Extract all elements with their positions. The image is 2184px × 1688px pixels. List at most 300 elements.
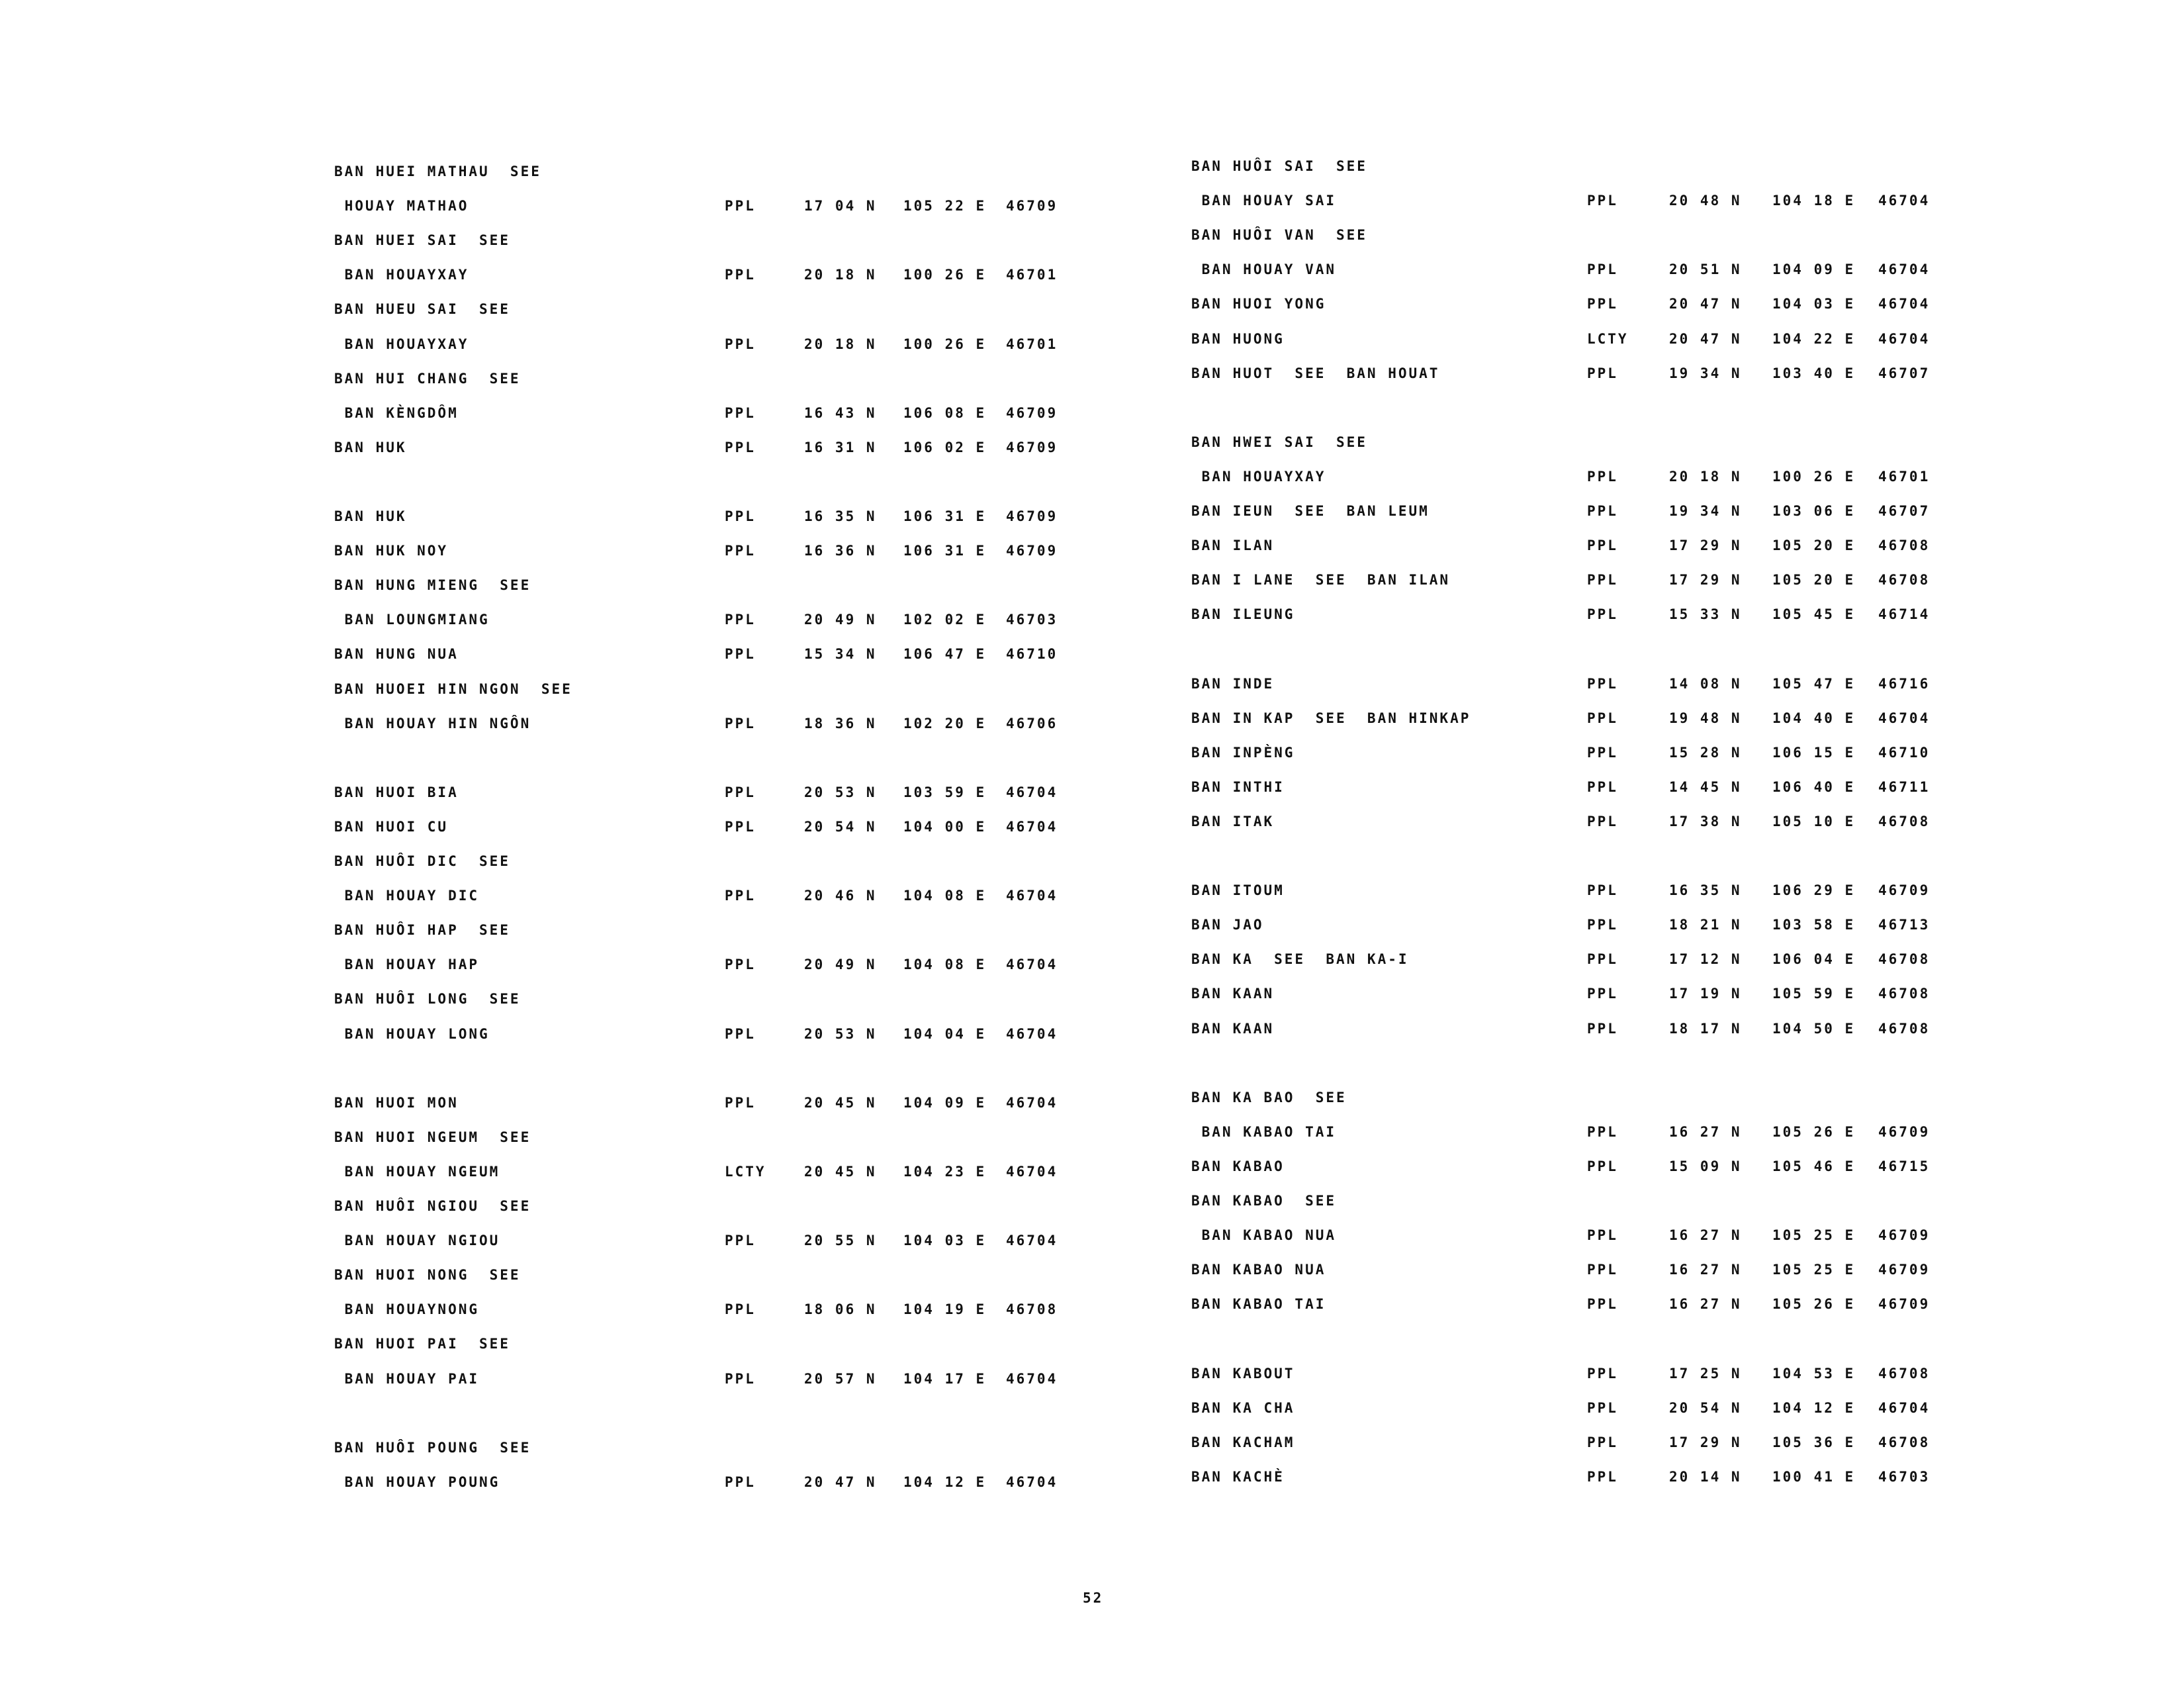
entry-lon: 102 20 E: [903, 715, 987, 731]
entry-row: [0, 365, 2184, 392]
entry-lat: 20 53 N: [804, 1025, 877, 1042]
entry-code: 46709: [1878, 1262, 1931, 1278]
entry-lon: 106 40 E: [1772, 778, 1856, 795]
entry-code: 46709: [1878, 882, 1931, 899]
entry-lon: 105 26 E: [1772, 1296, 1856, 1313]
entry-kind: LCTY: [725, 1163, 766, 1180]
entry-lon: 105 10 E: [1772, 813, 1856, 829]
entry-row: [0, 745, 2184, 771]
entry-name: BAN HUOI CU: [334, 818, 449, 835]
entry-row: [0, 1434, 2184, 1461]
entry-kind: PPL: [1587, 365, 1618, 381]
entry-kind: PPL: [1587, 951, 1618, 968]
entry-lon: 104 03 E: [903, 1233, 987, 1249]
entry-lat: 17 29 N: [1669, 1434, 1742, 1450]
entry-name: BAN HUEI SAI SEE: [334, 232, 510, 249]
spacer-row: [0, 1331, 2184, 1357]
entry-code: 46704: [1878, 193, 1931, 209]
entry-lat: 15 33 N: [1669, 606, 1742, 623]
entry-name: BAN INPÈNG: [1191, 744, 1295, 761]
entry-name: BAN HUOEI HIN NGON SEE: [334, 680, 572, 697]
entry-lon: 104 00 E: [903, 818, 987, 835]
entry-lon: 105 20 E: [1772, 572, 1856, 588]
entry-name: BAN INDE: [1191, 675, 1275, 692]
entry-name: BAN HOUAYNONG: [334, 1301, 480, 1318]
entry-lon: 105 26 E: [1772, 1123, 1856, 1140]
entry-name: BAN JAO: [1191, 917, 1264, 933]
entry-lon: 103 40 E: [1772, 365, 1856, 381]
entry-code: 46706: [1006, 715, 1058, 731]
entry-code: 46704: [1006, 1163, 1058, 1180]
entry-kind: PPL: [1587, 296, 1618, 312]
entry-lat: 16 31 N: [804, 439, 877, 455]
entry-name: BAN HUÔI HAP SEE: [334, 922, 510, 939]
entry-code: 46704: [1006, 888, 1058, 904]
entry-name: BAN ILAN: [1191, 538, 1275, 554]
entry-lon: 105 59 E: [1772, 986, 1856, 1002]
entry-code: 46709: [1878, 1123, 1931, 1140]
entry-code: 46715: [1878, 1158, 1931, 1174]
entry-lat: 15 09 N: [1669, 1158, 1742, 1174]
entry-lat: 20 54 N: [804, 818, 877, 835]
entry-lat: 17 25 N: [1669, 1365, 1742, 1382]
entry-lat: 16 43 N: [804, 404, 877, 421]
entry-row: [0, 606, 2184, 633]
entry-lat: 18 36 N: [804, 715, 877, 731]
entry-name: BAN HUÔI NGIOU SEE: [334, 1198, 531, 1214]
entry-lon: 104 12 E: [903, 1474, 987, 1490]
entry-name: BAN ITAK: [1191, 813, 1275, 829]
entry-lon: 104 19 E: [903, 1301, 987, 1318]
entry-code: 46713: [1878, 917, 1931, 933]
entry-code: 46704: [1006, 1233, 1058, 1249]
entry-lat: 14 08 N: [1669, 675, 1742, 692]
entry-lat: 19 34 N: [1669, 365, 1742, 381]
entry-lat: 17 04 N: [804, 198, 877, 214]
entry-row: [0, 1400, 2184, 1427]
entry-kind: PPL: [725, 1370, 756, 1387]
entry-lat: 16 27 N: [1669, 1296, 1742, 1313]
entry-row: [0, 193, 2184, 219]
entry-kind: PPL: [1587, 1123, 1618, 1140]
entry-name: BAN HUEI MATHAU SEE: [334, 164, 541, 179]
entry-code: 46703: [1878, 1468, 1931, 1485]
entry-code: 46709: [1878, 1296, 1931, 1313]
entry-kind: PPL: [1587, 606, 1618, 623]
entry-row: [0, 572, 2184, 598]
entry-name: BAN HUNG NUA: [334, 646, 459, 663]
entry-lat: 19 34 N: [1669, 503, 1742, 519]
entry-code: 46704: [1878, 330, 1931, 347]
entry-lat: 16 27 N: [1669, 1123, 1742, 1140]
entry-code: 46701: [1006, 267, 1058, 283]
entry-name: BAN HUOT SEE BAN HOUAT: [1191, 365, 1440, 381]
entry-name: BAN HOUAY VAN: [1191, 261, 1337, 278]
entry-row: [0, 1296, 2184, 1323]
entry-lon: 105 20 E: [1772, 538, 1856, 554]
entry-kind: PPL: [1587, 503, 1618, 519]
entry-kind: PPL: [725, 336, 756, 352]
entry-name: BAN HUOI BIA: [334, 784, 459, 800]
entry-kind: PPL: [725, 888, 756, 904]
entry-lat: 20 47 N: [804, 1474, 877, 1490]
entry-kind: PPL: [725, 404, 756, 421]
entry-lon: 106 15 E: [1772, 744, 1856, 761]
entry-name: BAN KABAO TAI: [1191, 1123, 1337, 1140]
entry-name: BAN HOUAY NGEUM: [334, 1163, 500, 1180]
entry-lon: 104 53 E: [1772, 1365, 1856, 1382]
entry-name: BAN LOUNGMIANG: [334, 612, 490, 628]
entry-kind: PPL: [725, 646, 756, 663]
entry-row: [0, 261, 2184, 288]
entry-code: 46704: [1006, 957, 1058, 973]
entry-row: [0, 814, 2184, 840]
entry-lon: 104 08 E: [903, 888, 987, 904]
entry-kind: PPL: [725, 715, 756, 731]
entry-name: BAN HUK: [334, 508, 407, 524]
entry-lon: 105 46 E: [1772, 1158, 1856, 1174]
entry-lat: 15 34 N: [804, 646, 877, 663]
entry-row: [0, 469, 2184, 495]
entry-lat: 20 18 N: [1669, 468, 1742, 485]
entry-lat: 16 35 N: [1669, 882, 1742, 899]
entry-name: BAN HUÔI SAI SEE: [1191, 158, 1367, 174]
entry-name: BAN KACHÈ: [1191, 1468, 1285, 1485]
entry-row: [0, 538, 2184, 564]
entry-lat: 20 55 N: [804, 1233, 877, 1249]
entry-code: 46707: [1878, 503, 1931, 519]
entry-row: [0, 710, 2184, 737]
entry-lat: 20 49 N: [804, 612, 877, 628]
entry-kind: PPL: [1587, 1399, 1618, 1416]
entry-name: BAN HOUAY HIN NGÔN: [334, 715, 531, 731]
entry-lat: 20 53 N: [804, 784, 877, 800]
entry-name: BAN HUOI MON: [334, 1094, 459, 1111]
entry-name: BAN HUK NOY: [334, 543, 449, 559]
entry-code: 46709: [1006, 198, 1058, 214]
entry-row: [0, 158, 2184, 185]
entry-name: BAN HUÔI POUNG SEE: [334, 1439, 531, 1456]
entry-code: 46709: [1006, 439, 1058, 455]
entry-kind: PPL: [725, 1301, 756, 1318]
entry-kind: PPL: [1587, 778, 1618, 795]
entry-code: 46710: [1006, 646, 1058, 663]
entry-lat: 16 35 N: [804, 508, 877, 524]
entry-code: 46708: [1878, 813, 1931, 829]
entry-code: 46708: [1878, 538, 1931, 554]
entry-lon: 104 23 E: [903, 1163, 987, 1180]
entry-code: 46701: [1878, 468, 1931, 485]
entry-kind: PPL: [725, 784, 756, 800]
entry-lat: 16 27 N: [1669, 1227, 1742, 1244]
entry-row: [0, 1124, 2184, 1150]
entry-lat: 20 14 N: [1669, 1468, 1742, 1485]
entry-lon: 105 25 E: [1772, 1262, 1856, 1278]
entry-row: [0, 951, 2184, 978]
entry-name: BAN HUOI NGEUM SEE: [334, 1129, 531, 1145]
entry-kind: PPL: [725, 1025, 756, 1042]
entry-code: 46709: [1878, 1227, 1931, 1244]
entry-kind: PPL: [725, 1233, 756, 1249]
entry-name: BAN HUOI YONG: [1191, 296, 1326, 312]
entry-name: BAN HOUAY PAI: [334, 1370, 480, 1387]
entry-row: [0, 986, 2184, 1012]
entry-row: [0, 296, 2184, 322]
entry-row: [0, 331, 2184, 357]
entry-row: [0, 1158, 2184, 1185]
entry-code: 46704: [1006, 1474, 1058, 1490]
entry-lon: 104 09 E: [903, 1094, 987, 1111]
entry-row: [0, 779, 2184, 806]
entry-name: HOUAY MATHAO: [334, 198, 469, 214]
entry-lon: 104 12 E: [1772, 1399, 1856, 1416]
entry-kind: PPL: [1587, 1365, 1618, 1382]
entry-code: 46704: [1006, 784, 1058, 800]
spacer-row: [0, 641, 2184, 667]
entry-row: [0, 1193, 2184, 1219]
entry-code: 46708: [1006, 1301, 1058, 1318]
entry-code: 46708: [1878, 951, 1931, 968]
entry-lat: 20 18 N: [804, 336, 877, 352]
entry-kind: PPL: [1587, 917, 1618, 933]
entry-name: BAN HOUAY HAP: [334, 957, 480, 973]
entry-lon: 104 22 E: [1772, 330, 1856, 347]
entry-name: BAN HUÔI LONG SEE: [334, 991, 521, 1008]
entry-row: [0, 1366, 2184, 1392]
entry-name: BAN HUI CHANG SEE: [334, 370, 521, 387]
entry-code: 46704: [1878, 710, 1931, 726]
entry-kind: PPL: [1587, 744, 1618, 761]
entry-lat: 16 27 N: [1669, 1262, 1742, 1278]
entry-row: [0, 882, 2184, 909]
entry-kind: PPL: [1587, 675, 1618, 692]
entry-lon: 104 18 E: [1772, 193, 1856, 209]
entry-row: [0, 917, 2184, 943]
entry-kind: PPL: [1587, 1262, 1618, 1278]
entry-lon: 100 26 E: [903, 336, 987, 352]
entry-name: BAN KÈNGDÔM: [334, 404, 459, 421]
entry-name: BAN KA BAO SEE: [1191, 1089, 1347, 1105]
entry-name: BAN KABAO NUA: [1191, 1227, 1337, 1244]
entry-name: BAN KAAN: [1191, 1020, 1275, 1037]
entry-kind: PPL: [1587, 261, 1618, 278]
entry-kind: PPL: [1587, 986, 1618, 1002]
entry-name: BAN HOUAYXAY: [334, 267, 469, 283]
entry-kind: PPL: [725, 439, 756, 455]
entry-row: [0, 1090, 2184, 1116]
entry-name: BAN HUK: [334, 439, 407, 455]
entry-lat: 20 49 N: [804, 957, 877, 973]
entry-name: BAN HUÔI VAN SEE: [1191, 227, 1367, 244]
entry-lon: 100 41 E: [1772, 1468, 1856, 1485]
entry-lat: 20 54 N: [1669, 1399, 1742, 1416]
entry-lon: 100 26 E: [1772, 468, 1856, 485]
entry-row: [0, 434, 2184, 461]
entry-kind: PPL: [725, 508, 756, 524]
entry-kind: PPL: [1587, 1020, 1618, 1037]
entry-row: [0, 1227, 2184, 1254]
entry-lat: 16 36 N: [804, 543, 877, 559]
entry-name: BAN IEUN SEE BAN LEUM: [1191, 503, 1430, 519]
entry-lat: 20 51 N: [1669, 261, 1742, 278]
entry-lat: 20 45 N: [804, 1094, 877, 1111]
entry-kind: PPL: [1587, 193, 1618, 209]
entry-lon: 103 59 E: [903, 784, 987, 800]
entry-lat: 20 47 N: [1669, 330, 1742, 347]
entry-lon: 100 26 E: [903, 267, 987, 283]
entry-name: BAN KABAO NUA: [1191, 1262, 1326, 1278]
entry-name: BAN KABAO: [1191, 1158, 1285, 1174]
entry-name: BAN KACHAM: [1191, 1434, 1295, 1450]
entry-code: 46704: [1006, 1094, 1058, 1111]
entry-lat: 20 47 N: [1669, 296, 1742, 312]
entry-name: BAN HUOI PAI SEE: [334, 1336, 510, 1352]
entry-lon: 104 09 E: [1772, 261, 1856, 278]
entry-name: BAN HOUAYXAY: [334, 336, 469, 352]
entry-lat: 17 29 N: [1669, 538, 1742, 554]
entry-lon: 106 08 E: [903, 404, 987, 421]
entry-kind: PPL: [725, 612, 756, 628]
entry-row: [0, 1469, 2184, 1495]
entry-name: BAN HOUAYXAY: [1191, 468, 1326, 485]
entry-kind: PPL: [1587, 468, 1618, 485]
entry-name: BAN HUNG MIENG SEE: [334, 577, 531, 594]
entry-kind: PPL: [725, 957, 756, 973]
entry-name: BAN KABAO TAI: [1191, 1296, 1326, 1313]
entry-lon: 104 08 E: [903, 957, 987, 973]
entry-code: 46704: [1878, 296, 1931, 312]
entry-name: BAN HOUAY SAI: [1191, 193, 1337, 209]
entry-name: BAN IN KAP SEE BAN HINKAP: [1191, 710, 1471, 726]
entry-name: BAN HOUAY LONG: [334, 1025, 490, 1042]
entry-kind: PPL: [725, 1094, 756, 1111]
entry-lon: 102 02 E: [903, 612, 987, 628]
entry-kind: PPL: [1587, 572, 1618, 588]
entry-name: BAN HOUAY NGIOU: [334, 1233, 500, 1249]
entry-name: BAN ITOUM: [1191, 882, 1285, 899]
entry-name: BAN HOUAY DIC: [334, 888, 480, 904]
entry-lat: 15 28 N: [1669, 744, 1742, 761]
entry-name: BAN HUOI NONG SEE: [334, 1267, 521, 1284]
entry-kind: PPL: [725, 818, 756, 835]
entry-lon: 106 47 E: [903, 646, 987, 663]
entry-code: 46704: [1006, 818, 1058, 835]
entry-lon: 103 06 E: [1772, 503, 1856, 519]
entry-row: [0, 227, 2184, 254]
entry-kind: PPL: [1587, 1158, 1618, 1174]
entry-lat: 19 48 N: [1669, 710, 1742, 726]
entry-lon: 105 45 E: [1772, 606, 1856, 623]
entry-lat: 17 12 N: [1669, 951, 1742, 968]
entry-lon: 106 02 E: [903, 439, 987, 455]
entry-code: 46708: [1878, 1434, 1931, 1450]
entry-code: 46716: [1878, 675, 1931, 692]
entry-lon: 106 04 E: [1772, 951, 1856, 968]
entry-lat: 20 18 N: [804, 267, 877, 283]
entry-lat: 20 48 N: [1669, 193, 1742, 209]
entry-lon: 104 40 E: [1772, 710, 1856, 726]
entry-lon: 104 03 E: [1772, 296, 1856, 312]
entry-lon: 103 58 E: [1772, 917, 1856, 933]
entry-lat: 14 45 N: [1669, 778, 1742, 795]
entry-lon: 104 04 E: [903, 1025, 987, 1042]
entry-kind: PPL: [1587, 1296, 1618, 1313]
entry-code: 46714: [1878, 606, 1931, 623]
entry-code: 46710: [1878, 744, 1931, 761]
entry-lon: 105 36 E: [1772, 1434, 1856, 1450]
entry-kind: PPL: [725, 198, 756, 214]
entry-lon: 106 31 E: [903, 508, 987, 524]
entry-lat: 18 06 N: [804, 1301, 877, 1318]
entry-code: 46701: [1006, 336, 1058, 352]
entry-kind: PPL: [1587, 813, 1618, 829]
entry-kind: LCTY: [1587, 330, 1629, 347]
entry-lat: 20 57 N: [804, 1370, 877, 1387]
entry-name: BAN INTHI: [1191, 778, 1285, 795]
entry-lat: 18 17 N: [1669, 1020, 1742, 1037]
entry-row: [0, 1021, 2184, 1047]
entry-kind: PPL: [725, 1474, 756, 1490]
entry-lon: 105 47 E: [1772, 675, 1856, 692]
entry-name: BAN I LANE SEE BAN ILAN: [1191, 572, 1451, 588]
entry-kind: PPL: [1587, 710, 1618, 726]
entry-lat: 17 38 N: [1669, 813, 1742, 829]
spacer-row: [0, 848, 2184, 874]
entry-code: 46704: [1006, 1025, 1058, 1042]
entry-lon: 104 17 E: [903, 1370, 987, 1387]
entry-name: BAN HOUAY POUNG: [334, 1474, 500, 1490]
entry-lon: 105 25 E: [1772, 1227, 1856, 1244]
entry-name: BAN KABOUT: [1191, 1365, 1295, 1382]
entry-row: [0, 1262, 2184, 1288]
entry-name: BAN HUEU SAI SEE: [334, 301, 510, 318]
entry-kind: PPL: [1587, 1468, 1618, 1485]
entry-name: BAN KA CHA: [1191, 1399, 1295, 1416]
entry-name: BAN ILEUNG: [1191, 606, 1295, 623]
entry-row: [0, 676, 2184, 702]
entry-row: [0, 503, 2184, 530]
entry-code: 46708: [1878, 572, 1931, 588]
spacer-row: [0, 400, 2184, 426]
entry-code: 46704: [1006, 1370, 1058, 1387]
entry-name: BAN HUONG: [1191, 330, 1285, 347]
entry-lat: 20 45 N: [804, 1163, 877, 1180]
entry-code: 46707: [1878, 365, 1931, 381]
entry-code: 46704: [1878, 1399, 1931, 1416]
entry-name: BAN KA SEE BAN KA-I: [1191, 951, 1409, 968]
entry-code: 46708: [1878, 986, 1931, 1002]
entry-kind: PPL: [1587, 882, 1618, 899]
entry-code: 46703: [1006, 612, 1058, 628]
entry-code: 46709: [1006, 508, 1058, 524]
entry-name: BAN HWEI SAI SEE: [1191, 434, 1367, 450]
entry-lon: 106 31 E: [903, 543, 987, 559]
entry-kind: PPL: [1587, 1434, 1618, 1450]
page-number: 52: [1083, 1590, 1104, 1606]
entry-kind: PPL: [1587, 1227, 1618, 1244]
entry-code: 46711: [1878, 778, 1931, 795]
entry-code: 46709: [1006, 543, 1058, 559]
entry-code: 46708: [1878, 1365, 1931, 1382]
entry-lat: 17 19 N: [1669, 986, 1742, 1002]
entry-name: BAN KABAO SEE: [1191, 1193, 1337, 1209]
entry-code: 46709: [1006, 404, 1058, 421]
spacer-row: [0, 1055, 2184, 1082]
entry-name: BAN HUÔI DIC SEE: [334, 853, 510, 869]
entry-lon: 104 50 E: [1772, 1020, 1856, 1037]
entry-kind: PPL: [1587, 538, 1618, 554]
entry-kind: PPL: [725, 267, 756, 283]
